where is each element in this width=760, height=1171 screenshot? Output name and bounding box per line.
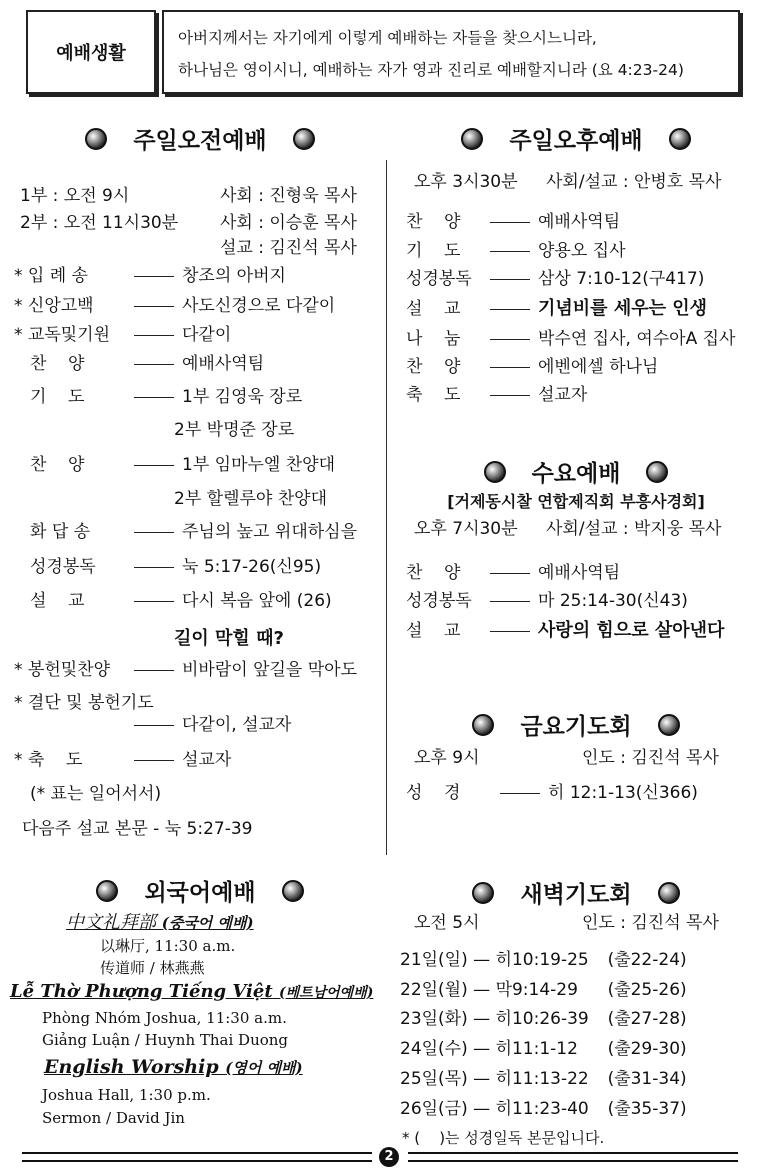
am-item-label: * 신앙고백 xyxy=(14,296,94,316)
am-item-value: 2부 할렐루야 찬양대 xyxy=(174,489,327,509)
service2-host: 사회 : 이승훈 목사 xyxy=(220,213,357,233)
english-line-2: Sermon / David Jin xyxy=(42,1109,185,1127)
pm-item-label: 나 눔 xyxy=(406,329,461,349)
wednesday-heading xyxy=(396,455,756,488)
am-item-value: 사도신경으로 다같이 xyxy=(126,296,335,316)
verse-line-1: 아버지께서는 자기에게 이렇게 예배하는 자들을 찾으시느니라, xyxy=(178,29,597,47)
dawn-title: 새벽기도회 xyxy=(520,882,632,908)
am-item-value: 비바람이 앞길을 막아도 xyxy=(126,660,357,680)
pm-item-value: 에벤에셀 하나님 xyxy=(482,357,658,377)
am-item-value: 눅 5:17-26(신95) xyxy=(126,557,321,577)
bullet-icon xyxy=(96,880,118,902)
column-divider xyxy=(386,160,387,855)
chinese-line-2: 传道师 / 林燕燕 xyxy=(100,959,205,977)
dawn-heading xyxy=(396,876,756,909)
next-week-text: 다음주 설교 본문 - 눅 5:27-39 xyxy=(22,819,253,839)
friday-heading xyxy=(396,708,756,741)
am-item-label: 찬 양 xyxy=(30,354,85,374)
am-item-label: 기 도 xyxy=(30,387,85,407)
pm-item-label: 찬 양 xyxy=(406,212,461,232)
service1-time: 1부 : 오전 9시 xyxy=(20,186,130,206)
friday-time: 오후 9시 xyxy=(414,748,480,768)
wednesday-title: 수요예배 xyxy=(531,461,621,487)
pm-item-value: 설교자 xyxy=(482,385,587,405)
foreign-heading xyxy=(20,874,380,907)
am-item-label: 성경봉독 xyxy=(30,557,96,577)
am-item-label: * 교독및기원 xyxy=(14,325,111,345)
dawn-leader: 인도 : 김진석 목사 xyxy=(582,913,719,933)
am-item-label: 설 교 xyxy=(30,591,85,611)
wed-item-value: 마 25:14-30(신43) xyxy=(482,591,688,611)
pm-item-value: 예배사역팀 xyxy=(482,212,620,232)
dawn-row: 23일(화) — 히10:26-39 (출27-28) xyxy=(400,1009,687,1030)
am-item-value: 다같이, 설교자 xyxy=(126,715,291,735)
service2-time: 2부 : 오전 11시30분 xyxy=(20,213,179,233)
verse-line-2: 하나님은 영이시니, 예배하는 자가 영과 진리로 예배할지니라 (요 4:23-24) xyxy=(178,61,684,79)
am-item-value: 2부 박명준 장로 xyxy=(174,420,295,440)
english-heading: English Worship (영어 예배) xyxy=(44,1056,303,1078)
wednesday-subtitle: [거제동시찰 연합제직회 부흥사경회] xyxy=(447,492,705,511)
dawn-note: * ( )는 성경일독 본문입니다. xyxy=(402,1129,605,1147)
pm-item-value: 박수연 집사, 여수아A 집사 xyxy=(482,329,735,349)
pm-item-label: 찬 양 xyxy=(406,357,461,377)
bullet-icon xyxy=(658,882,680,904)
friday-scripture: 히 12:1-13(신366) xyxy=(492,783,698,803)
dawn-row: 25일(목) — 히11:13-22 (출31-34) xyxy=(400,1068,687,1089)
am-item-value: 창조의 아버지 xyxy=(126,266,286,286)
sermon-title: 길이 막힐 때? xyxy=(174,628,284,649)
am-item-value: 1부 김영욱 장로 xyxy=(126,387,302,407)
dawn-row: 22일(월) — 막9:14-29 (출25-26) xyxy=(400,979,687,1000)
am-item-label: 찬 양 xyxy=(30,455,85,475)
am-item-label: * 축 도 xyxy=(14,750,83,770)
bullet-icon xyxy=(461,128,483,150)
pm-item-label: 설 교 xyxy=(406,299,461,319)
am-preacher: 설교 : 김진석 목사 xyxy=(220,238,357,258)
dawn-row: 26일(금) — 히11:23-40 (출35-37) xyxy=(400,1098,687,1119)
bullet-icon xyxy=(293,128,315,150)
pm-item-label: 축 도 xyxy=(406,385,461,405)
foreign-title: 외국어예배 xyxy=(144,880,256,906)
am-item-label: * 결단 및 봉헌기도 xyxy=(14,693,154,713)
pm-time: 오후 3시30분 xyxy=(414,172,518,192)
sunday-pm-heading xyxy=(396,122,756,155)
pm-item-value: 삼상 7:10-12(구417) xyxy=(482,269,704,289)
bullet-icon xyxy=(282,880,304,902)
dawn-time: 오전 5시 xyxy=(414,913,480,933)
bullet-icon xyxy=(472,714,494,736)
footer-rule-left xyxy=(22,1152,372,1162)
wed-item-label: 찬 양 xyxy=(406,563,461,583)
bullet-icon xyxy=(472,882,494,904)
am-item-value: 예배사역팀 xyxy=(126,354,264,374)
bullet-icon xyxy=(658,714,680,736)
bullet-icon xyxy=(646,461,668,483)
viet-line-1: Phòng Nhóm Joshua, 11:30 a.m. xyxy=(42,1009,287,1027)
dawn-schedule xyxy=(400,946,687,1124)
verse-box xyxy=(162,10,740,94)
friday-scripture-label: 성 경 xyxy=(406,783,461,803)
sunday-am-heading xyxy=(20,122,380,155)
section-label: 예배생활 xyxy=(56,43,126,64)
section-label-box xyxy=(26,10,156,94)
viet-heading: Lễ Thờ Phượng Tiếng Việt (베트남어예배) xyxy=(10,981,374,1002)
standing-note: (* 표는 일어서서) xyxy=(30,784,162,804)
pm-item-value: 기념비를 세우는 인생 xyxy=(482,299,707,319)
wed-item-label: 성경봉독 xyxy=(406,591,472,611)
am-item-label: 화 답 송 xyxy=(30,522,91,542)
bullet-icon xyxy=(669,128,691,150)
wed-host: 사회/설교 : 박지웅 목사 xyxy=(546,519,722,539)
wed-item-value: 예배사역팀 xyxy=(482,563,620,583)
wed-item-value: 사랑의 힘으로 살아낸다 xyxy=(482,621,724,641)
am-item-value: 다같이 xyxy=(126,325,231,345)
chinese-line-1: 以琳厅, 11:30 a.m. xyxy=(100,937,236,955)
bullet-icon xyxy=(85,128,107,150)
pm-item-label: 기 도 xyxy=(406,241,461,261)
english-line-1: Joshua Hall, 1:30 p.m. xyxy=(42,1086,211,1104)
sunday-pm-title: 주일오후예배 xyxy=(509,128,643,154)
pm-item-value: 양용오 집사 xyxy=(482,241,626,261)
pm-host: 사회/설교 : 안병호 목사 xyxy=(546,172,722,192)
am-item-value: 설교자 xyxy=(126,750,231,770)
sunday-am-title: 주일오전예배 xyxy=(133,128,267,154)
friday-title: 금요기도회 xyxy=(520,714,632,740)
dawn-row: 24일(수) — 히11:1-12 (출29-30) xyxy=(400,1039,687,1060)
pm-item-label: 성경봉독 xyxy=(406,269,472,289)
bullet-icon xyxy=(484,461,506,483)
page-number: 2 xyxy=(379,1147,399,1167)
wed-item-label: 설 교 xyxy=(406,621,461,641)
chinese-heading: 中文礼拜部 (중국어 예배) xyxy=(66,912,254,933)
wed-time: 오후 7시30분 xyxy=(414,519,518,539)
am-item-label: * 봉헌및찬양 xyxy=(14,660,111,680)
am-item-value: 다시 복음 앞에 (26) xyxy=(126,591,332,611)
service1-host: 사회 : 진형욱 목사 xyxy=(220,186,357,206)
dawn-row: 21일(일) — 히10:19-25 (출22-24) xyxy=(400,950,687,970)
friday-leader: 인도 : 김진석 목사 xyxy=(582,748,719,768)
am-item-label: * 입 례 송 xyxy=(14,266,88,286)
footer-rule-right xyxy=(408,1152,738,1162)
am-item-value: 1부 임마누엘 찬양대 xyxy=(126,455,335,475)
viet-line-2: Giảng Luận / Huynh Thai Duong xyxy=(42,1031,289,1049)
am-item-value: 주님의 높고 위대하심을 xyxy=(126,522,357,542)
